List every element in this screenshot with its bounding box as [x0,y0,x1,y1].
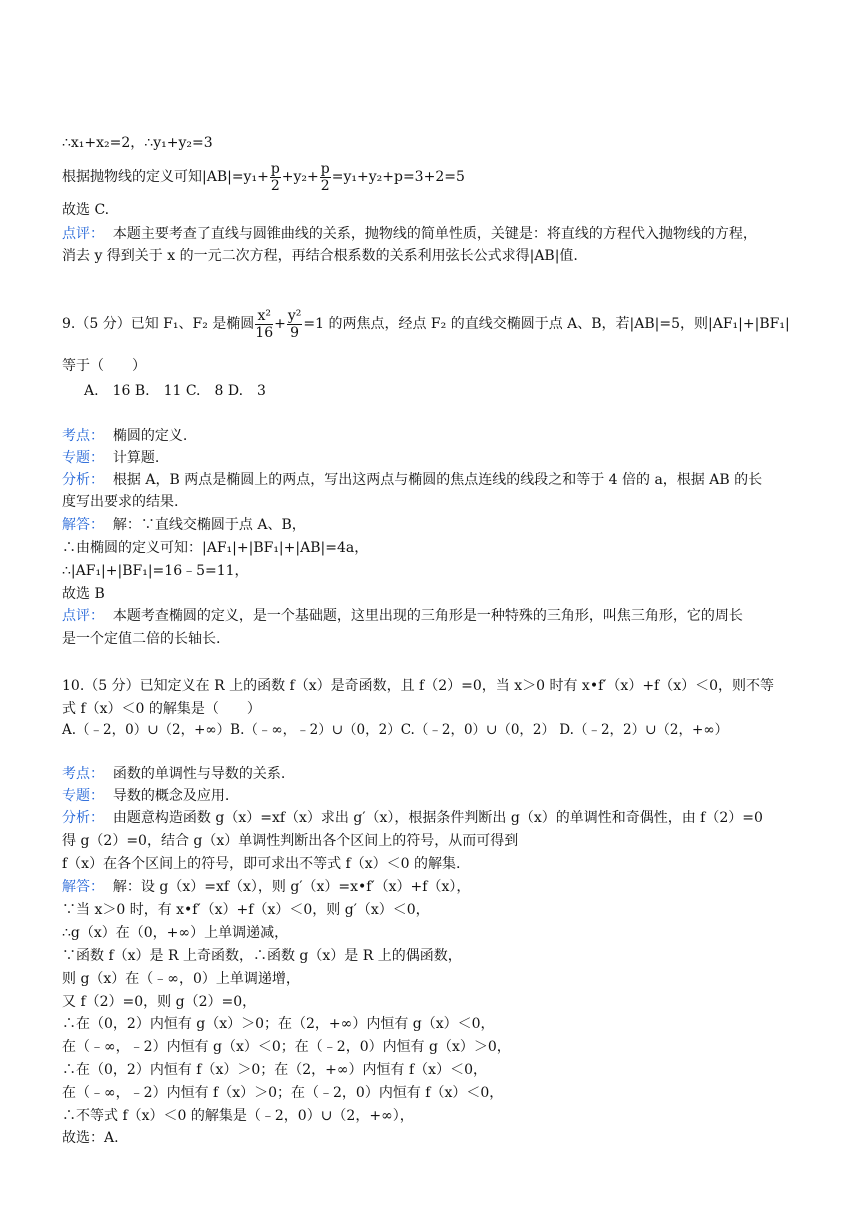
prev-line-1: ∴x₁+x₂=2，∴y₁+y₂=3 [62,135,213,151]
q10-stem-2: 式 f（x）＜0 的解集是（ ） [62,701,261,717]
q10-jieda-12: 故选：A. [62,1130,119,1146]
q10-jieda-6: 又 f（2）=0，则 g（2）=0， [62,994,257,1010]
prev-line-2 [62,160,465,194]
q9-options: A. 16 B. 11 C. 8 D. 3 [84,383,266,399]
q10-jieda-11: ∴不等式 f（x）＜0 的解集是（﹣2，0）∪（2，+∞）， [62,1108,414,1124]
q9-dianping-1: 点评： 本题考查椭圆的定义，是一个基础题，这里出现的三角形是一种特殊的三角形，叫焦三角形，它的周长 [62,608,743,624]
q9-zhuanti: 专题： 计算题. [62,450,160,466]
q9-stem-end: 等于（ ） [62,358,146,374]
q10-jieda-1: 解答： 解：设 g（x）=xf（x），则 g′（x）=x•f′（x）+f（x）， [62,879,471,895]
prev-comment-2: 消去 y 得到关于 x 的一元二次方程，再结合根系数的关系利用弦长公式求得|AB|值. [62,248,578,264]
prev-comment-1: 点评： 本题主要考查了直线与圆锥曲线的关系，抛物线的简单性质，关键是：将直线的方程代入抛物线的方程， [62,226,757,242]
p-over-2-fraction: $\frac{p}{2}$ [320,160,330,194]
q10-kaodian: 考点： 函数的单调性与导数的关系. [62,766,286,782]
q9-jieda-1: 解答： 解：∵直线交椭圆于点 A、B， [62,517,306,533]
dianping-tag: 点评： [62,226,104,242]
q10-options: A.（﹣2，0）∪（2，+∞）B.（﹣∞，﹣2）∪（0，2）C.（﹣2，0）∪（0，2） D.（﹣2，2）∪（2，+∞） [62,722,729,738]
q10-zhuanti: 专题： 导数的概念及应用. [62,788,230,804]
prev-line-2-a: 根据抛物线的定义可知|AB|=y₁+ [62,169,269,185]
q10-jieda-8: 在（﹣∞，﹣2）内恒有 g（x）＜0；在（﹣2，0）内恒有 g（x）＞0， [62,1039,511,1055]
q9-stem: 9.（5 分）已知 F₁、F₂ 是椭圆 $\frac{\text{x²}}{16}$ + $\frac{\text{y²}}{9}$ =1 的两焦点，经点 F₂ 的直线交椭圆于点 A、B，若|AB|=5，则|AF₁|+|BF₁| [62,307,790,341]
x2-over-16-fraction: $\frac{\text{x²}}{16}$ [255,307,274,341]
prev-line-3: 故选 C. [62,202,110,218]
q10-jieda-5: 则 g（x）在（﹣∞，0）上单调递增， [62,971,300,987]
q9-kaodian: 考点： 椭圆的定义. [62,428,188,444]
q10-jieda-9: ∴在（0，2）内恒有 f（x）＞0；在（2，+∞）内恒有 f（x）＜0， [62,1062,487,1078]
q9-jieda-2: ∴由椭圆的定义可知：|AF₁|+|BF₁|+|AB|=4a， [62,540,369,556]
q9-jieda-3: ∴|AF₁|+|BF₁|=16﹣5=11， [62,563,249,579]
q10-jieda-10: 在（﹣∞，﹣2）内恒有 f（x）＞0；在（﹣2，0）内恒有 f（x）＜0， [62,1085,504,1101]
q10-fenxi-2: 得 g（2）=0，结合 g（x）单调性判断出各个区间上的符号，从而可得到 [62,833,519,849]
q9-fenxi-2: 度写出要求的结果. [62,494,179,510]
prev-line-2-b: +y₂+ [281,169,319,185]
q10-stem-1: 10.（5 分）已知定义在 R 上的函数 f（x）是奇函数，且 f（2）=0，当 x＞0 时有 x•f′（x）+f（x）＜0，则不等 [62,678,775,694]
q10-fenxi-1: 分析： 由题意构造函数 g（x）=xf（x）求出 g′（x），根据条件判断出 g（x）的单调性和奇偶性，由 f（2）=0 [62,810,763,826]
q10-jieda-3: ∴g（x）在（0，+∞）上单调递减， [62,925,289,941]
q10-fenxi-3: f（x）在各个区间上的符号，即可求出不等式 f（x）＜0 的解集. [62,856,461,872]
prev-line-2-c: =y₁+y₂+p=3+2=5 [331,169,465,185]
q9-jieda-4: 故选 B [62,586,105,602]
q9-fenxi-1: 分析： 根据 A，B 两点是椭圆上的两点，写出这两点与椭圆的焦点连线的线段之和等于 4 倍的 a，根据 AB 的长 [62,472,763,488]
y2-over-9-fraction: $\frac{\text{y²}}{9}$ [287,307,302,341]
q10-jieda-4: ∵函数 f（x）是 R 上奇函数，∴函数 g（x）是 R 上的偶函数， [62,948,462,964]
q10-jieda-7: ∴在（0，2）内恒有 g（x）＞0；在（2，+∞）内恒有 g（x）＜0， [62,1016,495,1032]
q10-jieda-2: ∵当 x＞0 时，有 x•f′（x）+f（x）＜0，则 g′（x）＜0， [62,902,430,918]
q9-dianping-2: 是一个定值二倍的长轴长. [62,631,221,647]
p-over-2-fraction: $\frac{p}{2}$ [270,160,280,194]
